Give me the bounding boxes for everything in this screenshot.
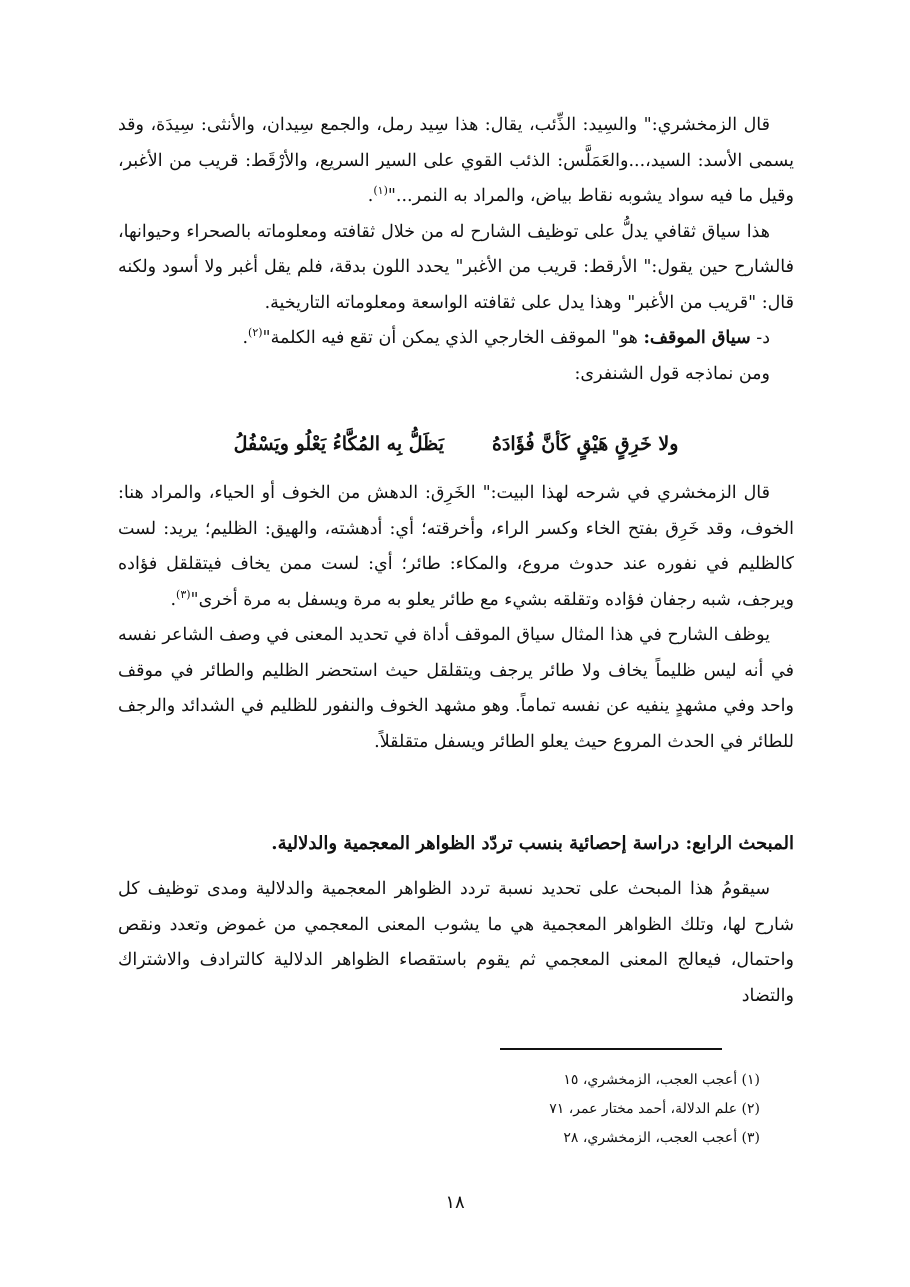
paragraph-text: قال الزمخشري:" والسِيد: الذِّئب، يقال: هذا سِيد رمل، والجمع سِيدان، والأنثى: سِيدَة، وقد يسمى الأسد: السيد،...والعَمَلَّس: الذئب القوي على السير السريع، والأرْقَط: قريب من الأغبر، وقيل ما فيه سواد يشوبه نقاط بياض، والمراد به النمر..."	[118, 115, 794, 206]
footnote-separator	[500, 1048, 722, 1050]
paragraph-verse-commentary	[118, 476, 794, 618]
poem-verse	[118, 424, 794, 464]
term-situational-context: سياق الموقف:	[643, 328, 751, 348]
paragraph-end-mark: .	[170, 589, 177, 610]
footnote-ref-3: (٣)	[176, 587, 191, 601]
paragraph-end-mark: .	[242, 328, 249, 348]
footnote-ref-1: (١)	[373, 184, 388, 198]
paragraph-situational-context	[118, 321, 794, 357]
paragraph-section-intro: سيقومُ هذا المبحث على تحديد نسبة تردد الظواهر المعجمية والدلالية ومدى توظيف كل شارح لها، وتلك الظواهر المعجمية هي ما يشوب المعنى المعجمي من غموض وتعدد ونقص واحتمال، فيعالج المعنى المعجمي ثم يقوم باستقصاء الظواهر الدلالية كالترادف والاشتراك والتضاد	[118, 879, 794, 1006]
body-lower	[118, 872, 794, 1014]
footnote-ref-2: (٢)	[248, 326, 263, 340]
footnote-3: (٣) أعجب العجب، الزمخشري، ٢٨	[563, 1130, 760, 1146]
section-heading-label: المبحث الرابع:	[685, 833, 794, 854]
paragraph-text: قال الزمخشري في شرحه لهذا البيت:" الخَرِق: الدهش من الخوف أو الحياء، والمراد هنا: الخوف، وقد خَرِق بفتح الخاء وكسر الراء، وأخرقته؛ أي: أدهشته، والهيق: الظليم؛ يريد: لست كالظليم في نفوره عند حدوث مروع، والمكاء: طائر؛ أي: لست ممن يخاف فيتقلقل فؤاده ويرجف، شبه رجفان فؤاده وتقلقه بشيء مع طائر يعلو به مرة ويسفل به مرة أخرى"	[118, 483, 794, 610]
footnote-2: (٢) علم الدلالة، أحمد مختار عمر، ٧١	[549, 1101, 760, 1117]
body-upper	[118, 108, 794, 392]
paragraph-text: هو" الموقف الخارجي الذي يمكن أن تقع فيه الكلمة"	[262, 328, 644, 348]
paragraph-cultural-context: هذا سياق ثقافي يدلُّ على توظيف الشارح له من خلال ثقافته ومعلوماته بالصحراء وحيوانها، فالشارح حين يقول:" الأرقط: قريب من الأغبر" يحدد اللون بدقة، فلم يقل أغبر ولا أسود ولكنه قال: "قريب من الأغبر" وهذا يدل على ثقافته الواسعة ومعلوماته التاريخية.	[118, 221, 794, 313]
verse-hemistich-first: ولا خَرِقٍ هَيْقٍ كَأنَّ فُؤَادَهُ	[492, 433, 679, 455]
paragraph-zamakhshari-wolf	[118, 108, 794, 215]
verse-hemistich-second: يَظَلُّ بِه المُكَّاءُ يَعْلُو ويَسْفُلُ	[233, 433, 445, 455]
body-middle	[118, 476, 794, 760]
section-heading-title: دراسة إحصائية بنسب تردّد الظواهر المعجمية والدلالية.	[271, 833, 686, 854]
section-heading	[118, 826, 794, 862]
paragraph-end-mark: .	[367, 186, 374, 206]
list-prefix: د-	[750, 328, 770, 348]
page-number: ١٨	[445, 1192, 465, 1213]
footnote-1: (١) أعجب العجب، الزمخشري، ١٥	[563, 1072, 760, 1088]
paragraph-analysis: يوظف الشارح في هذا المثال سياق الموقف أداة في تحديد المعنى في وصف الشاعر نفسه في أنه ليس ظليماً يخاف ولا طائر يرجف ويتقلقل حيث استحضر الظليم والطائر في موقف واحد وفي مشهدٍ ينفيه عن نفسه تماماً. وهو مشهد الخوف والنفور للظليم في الشدائد والرجف للطائر في الحدث المروع حيث يعلو الطائر ويسفل متقلقلاً.	[118, 625, 794, 752]
paragraph-examples-intro: ومن نماذجه قول الشنفرى:	[574, 363, 770, 384]
footnotes	[260, 1066, 760, 1153]
